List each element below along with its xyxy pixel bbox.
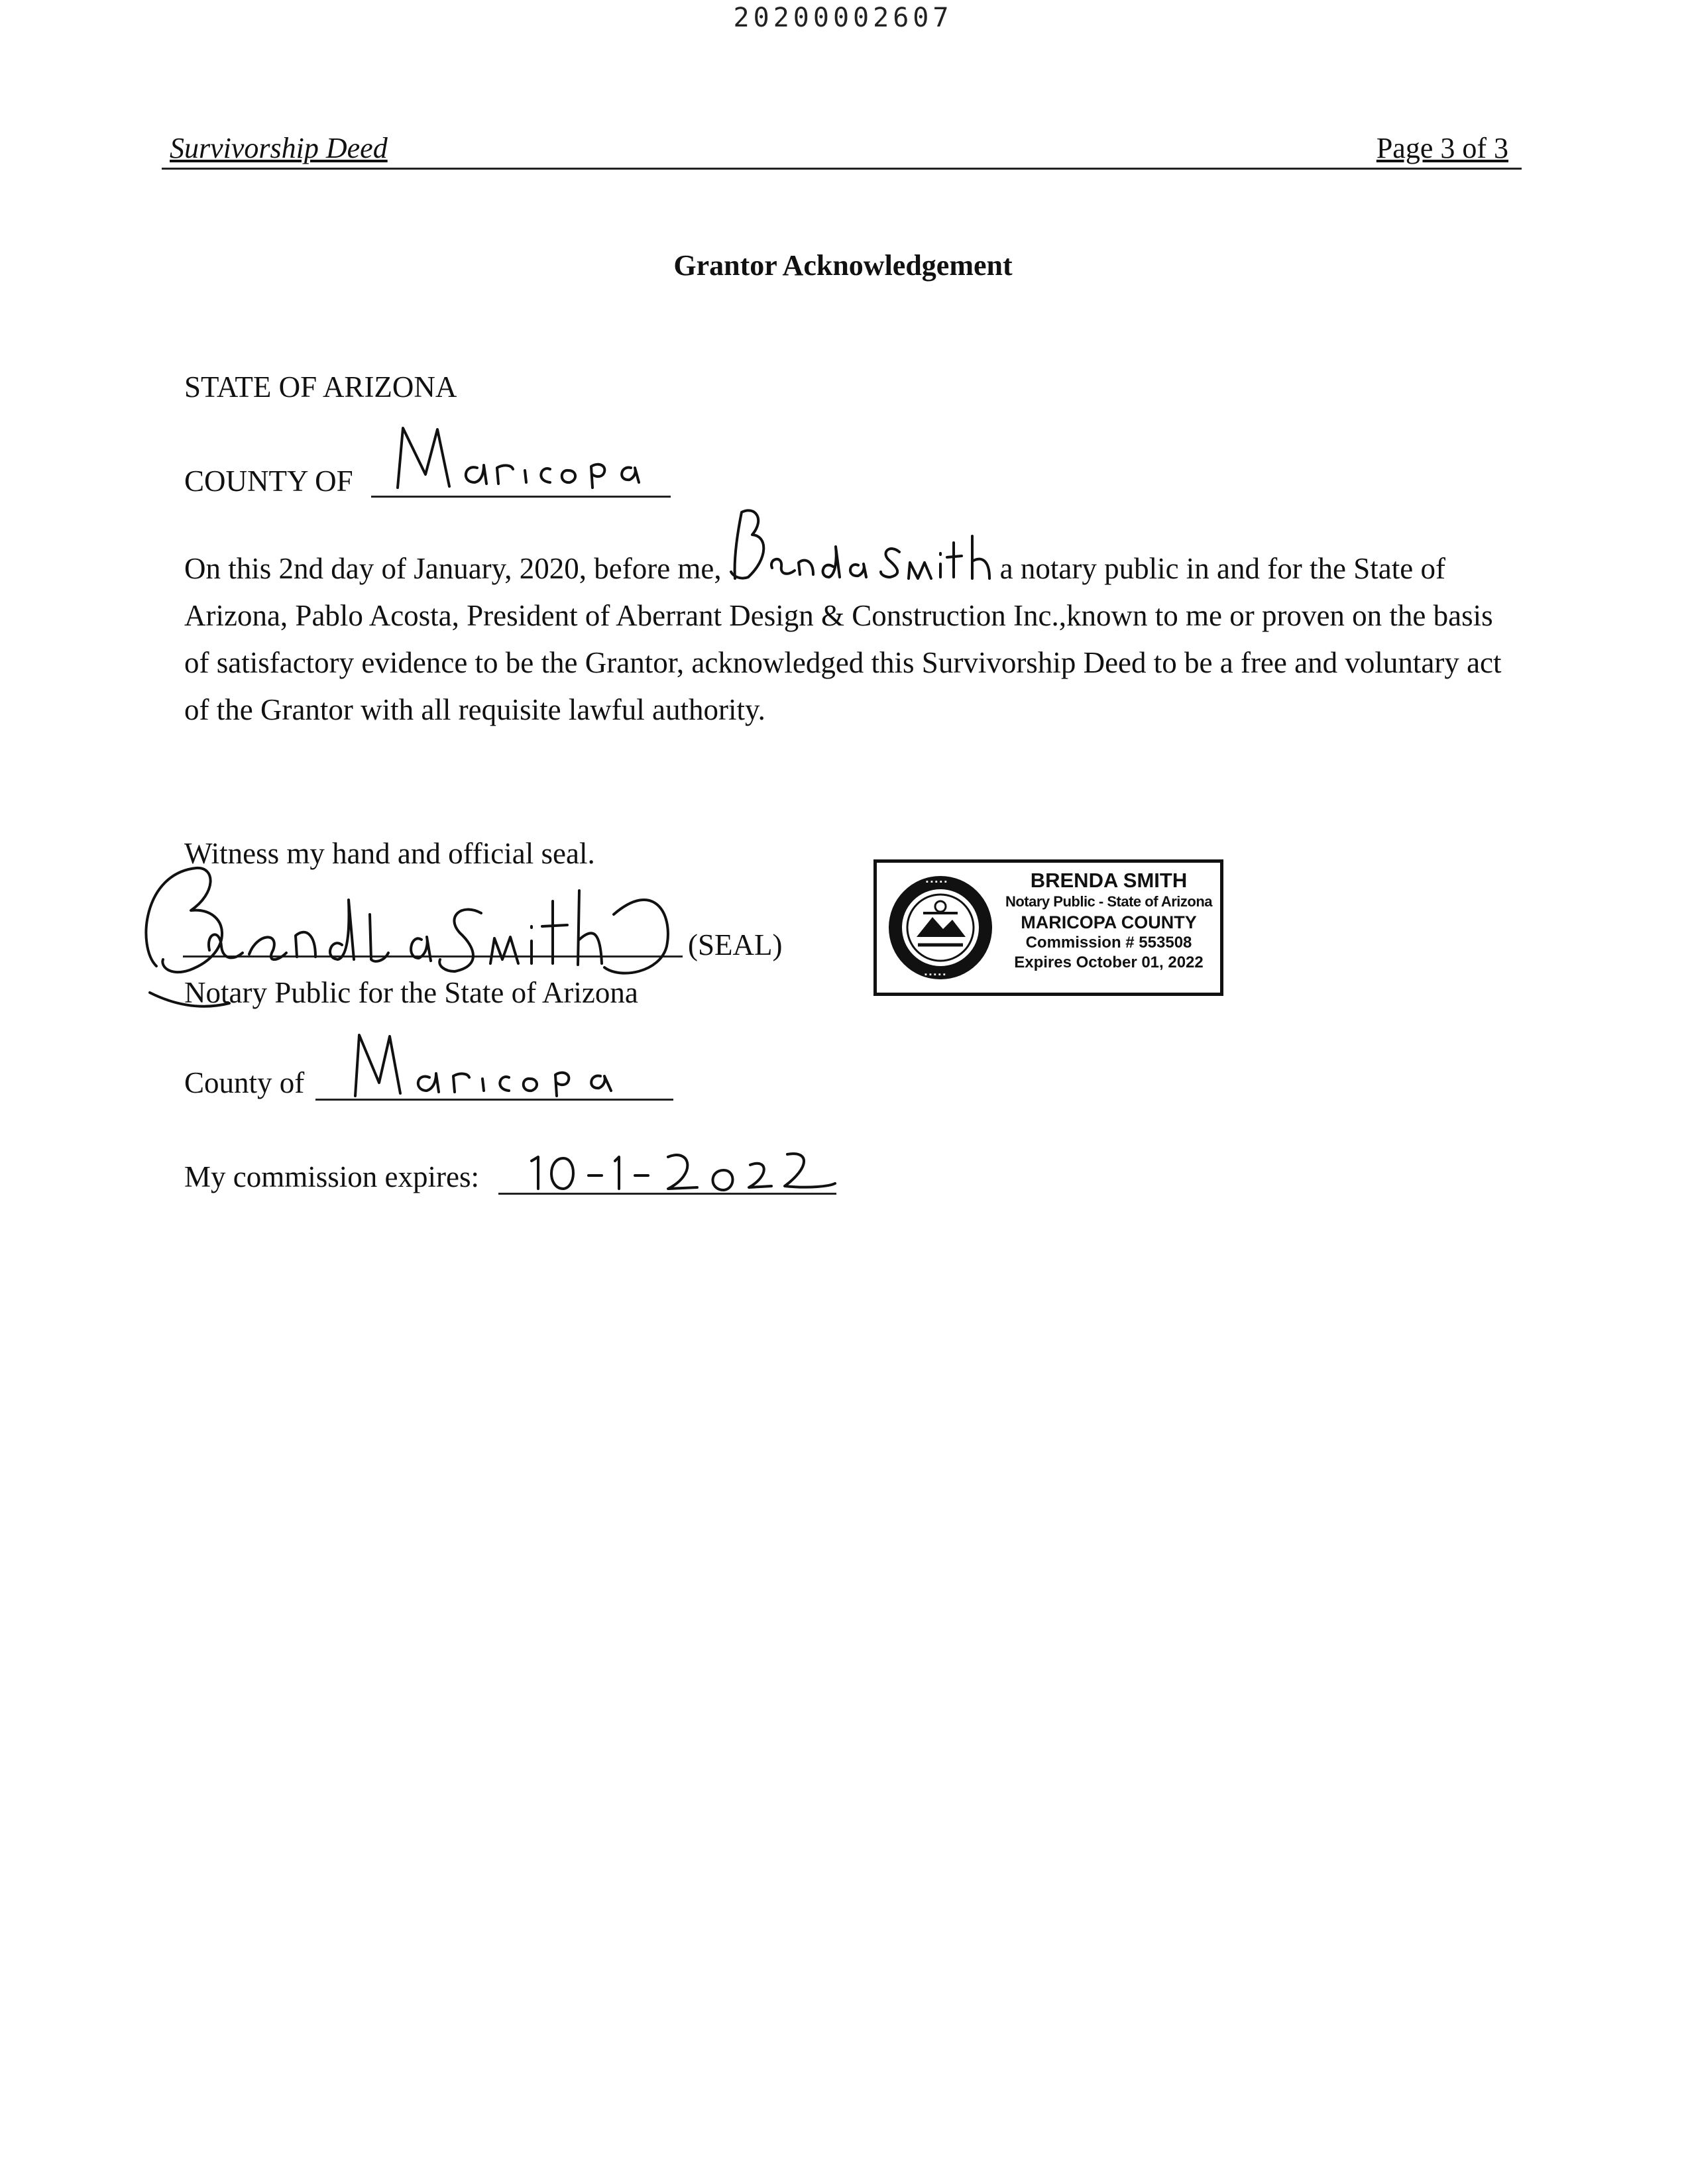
acknowledgement-before: On this 2nd day of January, 2020, before me, xyxy=(184,552,722,585)
acknowledgement-after: a notary public in and for the State of Arizona, Pablo Acosta, President of Aberrant Design & Construction Inc.,known to me or proven on the basis of satisfactory evidence to be the Grantor, acknowledged this Survivorship Deed to be a free and voluntary act of the Grantor with all requisite lawful authority. xyxy=(184,552,1502,726)
stamp-text xyxy=(996,869,1221,973)
state-line: STATE OF ARIZONA xyxy=(184,370,457,404)
stamp-title: Notary Public - State of Arizona xyxy=(1005,893,1212,910)
witness-line: Witness my hand and official seal. xyxy=(184,837,595,870)
county-label: COUNTY OF xyxy=(184,464,353,498)
county-of-handwriting xyxy=(315,1018,673,1097)
stamp-county: MARICOPA COUNTY xyxy=(1021,912,1197,932)
commission-label: My commission expires: xyxy=(184,1160,479,1193)
commission-handwriting xyxy=(498,1115,843,1194)
notary-title: Notary Public for the State of Arizona xyxy=(184,976,638,1009)
stamp-commission: Commission # 553508 xyxy=(1025,934,1192,952)
svg-text:▪ ▪ ▪ ▪ ▪: ▪ ▪ ▪ ▪ ▪ xyxy=(926,878,947,886)
seal-label: (SEAL) xyxy=(688,928,783,961)
county-blank xyxy=(371,464,671,498)
stamp-expires: Expires October 01, 2022 xyxy=(1014,954,1204,971)
acknowledgement-paragraph xyxy=(184,545,1516,734)
inline-notary-signature xyxy=(722,552,1000,578)
county-of-label: County of xyxy=(184,1066,305,1099)
county-of-blank xyxy=(315,1067,673,1101)
notary-stamp xyxy=(873,859,1223,996)
stamp-name: BRENDA SMITH xyxy=(1030,869,1188,892)
county-handwriting xyxy=(371,410,671,489)
header-divider xyxy=(162,168,1522,170)
signature-blank xyxy=(183,900,683,957)
state-seal-icon xyxy=(886,873,995,982)
commission-blank xyxy=(498,1161,836,1195)
svg-text:▪ ▪ ▪ ▪ ▪: ▪ ▪ ▪ ▪ ▪ xyxy=(925,971,946,979)
inline-signature-handwriting xyxy=(722,506,1000,585)
page-title: Grantor Acknowledgement xyxy=(673,249,1013,282)
document-number: 20200002607 xyxy=(733,3,953,33)
header-document-type: Survivorship Deed xyxy=(170,132,388,164)
header-page-number: Page 3 of 3 xyxy=(1376,132,1508,164)
